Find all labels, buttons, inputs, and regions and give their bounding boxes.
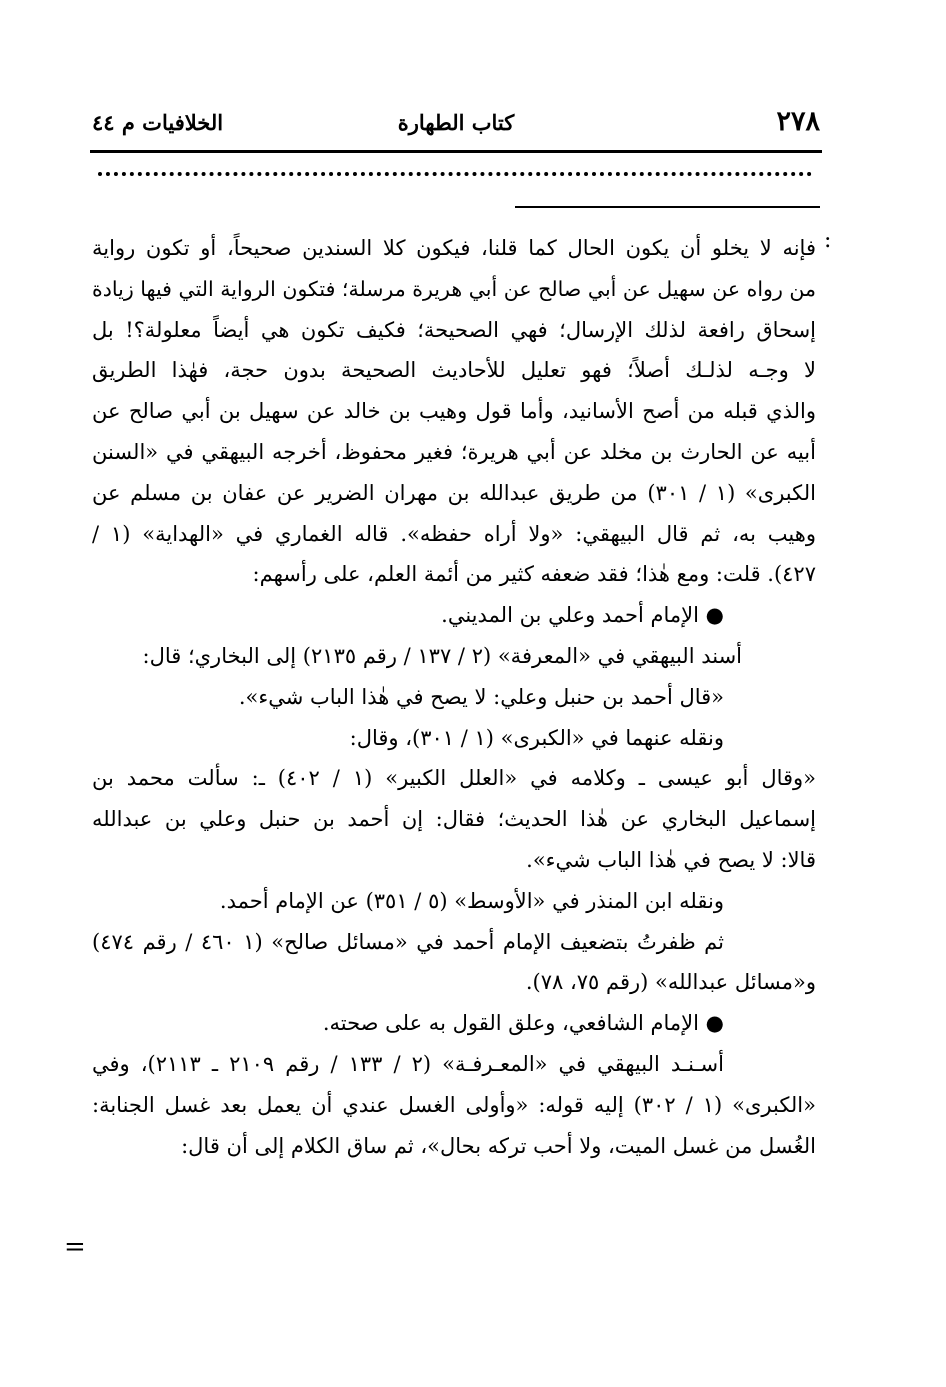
page-header xyxy=(92,104,820,144)
text-line-15: إسماعيل البخاري عن هٰذا الحديث؛ فقال: إن أحمد بن حنبل وعلي بن عبدالله xyxy=(92,807,816,832)
text-line-21: أسـنـد البيهقي في «المعـرفـة» (٢ / ١٣٣ / رقم ٢١٠٩ ـ ٢١١٣)، وفي xyxy=(92,1051,724,1076)
text-line-8: وهيب به، ثم قال البيهقي: «ولا أراه حفظه». قاله الغماري في «الهداية» (١ / xyxy=(92,521,816,546)
text-line-9: ٤٢٧). قلت: ومع هٰذا؛ فقد ضعفه كثير من أئمة العلم، على رأسهم: xyxy=(252,562,816,587)
continuation-mark-bottom: = xyxy=(64,1232,86,1262)
continuation-mark-top: : xyxy=(824,228,832,253)
text-line-13: ونقله عنهما في «الكبرى» (١ / ٣٠١)، وقال: xyxy=(349,725,724,750)
text-line-19: و«مسائل عبدالله» (رقم ٧٥، ٧٨). xyxy=(525,970,816,995)
text-line-5: والذي قبله من أصح الأسانيد، وأما قول وهيب بن خالد عن سهيل بن أبي صالح عن xyxy=(92,399,816,424)
bullet-item-ahmad: ● الإمام أحمد وعلي بن المديني. xyxy=(441,603,724,628)
text-line-11: أسند البيهقي في «المعرفة» (٢ / ١٣٧ / رقم ٢١٣٥) إلى البخاري؛ قال: xyxy=(142,643,742,668)
page-number: ٢٧٨ xyxy=(776,106,820,137)
text-line-3: إسحاق رافعة لذلك الإرسال؛ فهي الصحيحة؛ فكيف تكون هي أيضاً معلولة؟! بل xyxy=(92,317,816,342)
book-title: كتاب الطهارة xyxy=(397,110,515,135)
footnote-text xyxy=(92,228,816,1166)
text-line-18: ثم ظفرتُ بتضعيف الإمام أحمد في «مسائل صالح» (١ ٤٦٠ / رقم ٤٧٤) xyxy=(92,929,724,954)
text-line-17: ونقله ابن المنذر في «الأوسط» (٥ / ٣٥١) عن الإمام أحمد. xyxy=(219,888,724,913)
text-line-23: الغُسل من غسل الميت، ولا أحب تركه بحال»، ثم ساق الكلام إلى أن قال: xyxy=(181,1133,816,1158)
quote-line-12: «قال أحمد بن حنبل وعلي: لا يصح في هٰذا الباب شيء». xyxy=(238,684,724,709)
text-line-16: قالا: لا يصح في هٰذا الباب شيء». xyxy=(526,847,816,872)
quote-line-14: «وقال أبو عيسى ـ وكلامه في «العلل الكبير» (١ / ٤٠٢) ـ: سألت محمد بن xyxy=(92,766,816,791)
text-line-6: أبيه عن الحارث بن مخلد عن أبي هريرة؛ فغير محفوظ، أخرجه البيهقي في «السنن xyxy=(92,439,816,464)
header-rule xyxy=(90,150,822,153)
text-line-7: الكبرى» (١ / ٣٠١) من طريق عبدالله بن مهران الضرير عن عفان بن مسلم عن xyxy=(92,480,816,505)
bullet-item-shafii: ● الإمام الشافعي، وعلق القول به على صحته. xyxy=(322,1011,724,1036)
text-line-4: لا وجـه لذلـك أصلاً؛ فهو تعليل للأحاديث الصحيحة بدون حجة، فهٰذا الطريق xyxy=(92,358,816,383)
dotted-separator xyxy=(98,172,812,176)
text-line-2: من رواه عن سهيل عن أبي صالح عن أبي هريرة مرسلة؛ فتكون الرواية التي فيها زيادة xyxy=(92,276,816,301)
footnote-rule xyxy=(515,206,820,208)
text-line-22: «الكبرى» (١ / ٣٠٢) إليه قوله: «وأولى الغسل عندي أن يعمل بعد غسل الجنابة: xyxy=(92,1092,816,1117)
text-line-1: فإنه لا يخلو أن يكون الحال كما قلنا، فيكون كلا السندين صحيحاً، أو تكون رواية xyxy=(92,236,816,260)
part-title: الخلافيات م ٤٤ xyxy=(92,110,224,135)
